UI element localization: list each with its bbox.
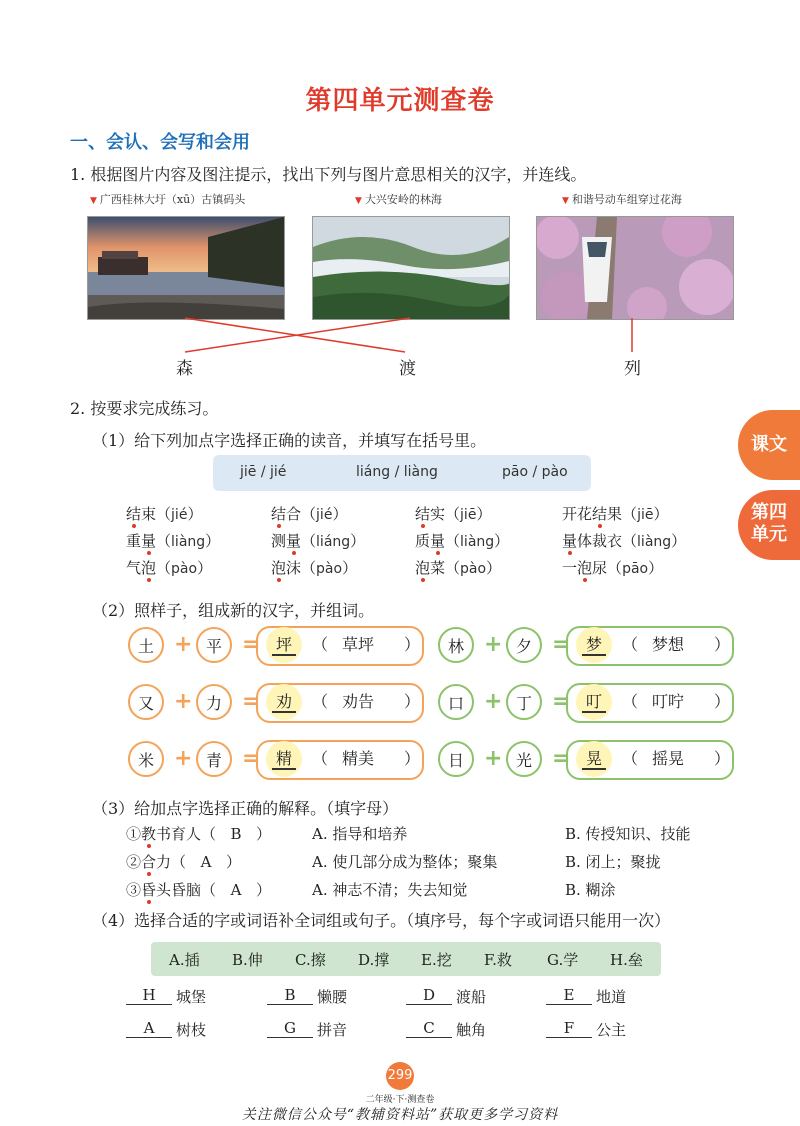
equals-sign: =: [552, 746, 571, 771]
paren-open: （: [301, 505, 317, 523]
word-option: G.学: [547, 951, 579, 969]
paren-close: ）: [714, 635, 731, 654]
equals-sign: =: [552, 689, 571, 714]
side-tab-unit[interactable]: [738, 490, 800, 560]
triangle-icon: ▼: [355, 196, 362, 206]
phrase-rest: 头昏脑（: [156, 881, 217, 899]
compound-word: 摇晃: [652, 749, 685, 768]
word-option: A.插: [169, 951, 200, 969]
pinyin-answer: pào: [316, 561, 343, 577]
fill-blank: G: [267, 1019, 313, 1038]
reading-item: [126, 557, 212, 578]
paren-close: ）: [714, 749, 731, 768]
word-prefix: 重: [126, 532, 142, 550]
meaning-question: [126, 851, 241, 872]
paren-close: ）: [197, 559, 213, 577]
component-b: 平: [196, 627, 232, 663]
paren-open: （: [445, 532, 461, 550]
word-option: D.撑: [358, 951, 390, 969]
new-char: 劝: [272, 692, 296, 713]
dotted-char: 泡: [577, 559, 593, 577]
reading-item: [562, 530, 686, 551]
compound-word: 梦想: [652, 635, 685, 654]
word-option: E.挖: [421, 951, 452, 969]
new-char-answer: [576, 741, 612, 777]
word-suffix: 实: [430, 505, 446, 523]
pinyin-option: liáng / liàng: [356, 464, 438, 480]
fill-blank: C: [406, 1019, 452, 1038]
word-suffix: 沫: [286, 559, 302, 577]
component-b: 夕: [506, 627, 542, 663]
word-option: B.伸: [232, 951, 263, 969]
plus-sign: +: [484, 689, 503, 714]
fill-word: 懒腰: [317, 988, 348, 1006]
word-options-bar: [151, 942, 661, 976]
letter-answer: A: [200, 853, 212, 871]
pinyin-option: pāo / pào: [502, 464, 568, 480]
paren-open: （: [622, 505, 638, 523]
new-char-answer: [266, 627, 302, 663]
paren-open: （: [622, 749, 639, 768]
reading-item: [562, 503, 668, 524]
word-suffix: 体裁衣: [577, 532, 623, 550]
pinyin-answer: liàng: [171, 534, 206, 550]
pinyin-answer: liàng: [637, 534, 672, 550]
reading-item: [126, 503, 202, 524]
footer-grade: 二年级·下·测查卷: [365, 1095, 435, 1105]
paren-open: （: [156, 505, 172, 523]
new-char: 梦: [582, 635, 606, 656]
paren-close: ）: [404, 692, 421, 711]
compound-word: 劝告: [342, 692, 375, 711]
dotted-char: 泡: [141, 559, 157, 577]
fill-blank: F: [546, 1019, 592, 1038]
paren-close: ）: [350, 532, 366, 550]
word-option: F.救: [484, 951, 512, 969]
pinyin-answer: pào: [460, 561, 487, 577]
compound-word: 精美: [342, 749, 375, 768]
component-a: 口: [438, 684, 474, 720]
pinyin-answer: jié: [171, 507, 188, 523]
page-title: 第四单元测查卷: [305, 86, 495, 116]
paren-close: ）: [342, 559, 358, 577]
new-char-answer: [266, 684, 302, 720]
dotted-char: 泡: [415, 559, 431, 577]
dotted-char: 教: [141, 825, 157, 843]
reading-item: [562, 557, 663, 578]
triangle-icon: ▼: [90, 196, 97, 206]
paren-close: ）: [256, 881, 272, 899]
word-option: H.垒: [610, 951, 643, 969]
dotted-char: 结: [271, 505, 287, 523]
option-b: B. 传授知识、技能: [565, 825, 691, 843]
paren-close: ）: [256, 825, 272, 843]
paren-open: （: [622, 532, 638, 550]
option-b: B. 糊涂: [565, 881, 616, 899]
reading-item: [271, 530, 365, 551]
equals-sign: =: [242, 746, 261, 771]
option-a: A. 使几部分成为整体；聚集: [312, 853, 498, 871]
word-suffix: 束: [141, 505, 157, 523]
new-char: 精: [272, 749, 296, 770]
plus-sign: +: [484, 632, 503, 657]
dotted-char: 泡: [271, 559, 287, 577]
fill-word: 触角: [456, 1021, 487, 1039]
word-prefix: 测: [271, 532, 287, 550]
fill-blank: B: [267, 986, 313, 1005]
component-a: 米: [128, 741, 164, 777]
pinyin-answer: jié: [316, 507, 333, 523]
paren-close: ）: [226, 853, 242, 871]
plus-sign: +: [484, 746, 503, 771]
char-sen: 森: [176, 359, 193, 379]
word-prefix: 气: [126, 559, 142, 577]
part-3-prompt: （3）给加点字选择正确的解释。（填字母）: [92, 799, 399, 818]
equals-sign: =: [552, 632, 571, 657]
new-char-answer: [576, 627, 612, 663]
footer-note: 关注微信公众号“教辅资料站”获取更多学习资料: [241, 1107, 559, 1123]
paren-open: （: [156, 532, 172, 550]
dotted-char: 昏: [141, 881, 157, 899]
triangle-icon: ▼: [562, 196, 569, 206]
side-tab-unit-label: 第四单元: [751, 502, 787, 545]
fill-blank: H: [126, 986, 172, 1005]
component-a: 又: [128, 684, 164, 720]
meaning-question: [126, 879, 271, 900]
section-heading: 一、会认、会写和会用: [70, 132, 250, 153]
dotted-char: 结: [415, 505, 431, 523]
option-b: B. 闭上；聚拢: [565, 853, 661, 871]
paren-open: （: [312, 749, 329, 768]
paren-close: ）: [494, 532, 510, 550]
pinyin-answer: liáng: [316, 534, 351, 550]
fill-blank: D: [406, 986, 452, 1005]
paren-close: ）: [404, 749, 421, 768]
reading-item: [271, 557, 357, 578]
fill-word: 渡船: [456, 988, 487, 1006]
question-1-prompt: 1. 根据图片内容及图注提示，找出下列与图片意思相关的汉字，并连线。: [70, 165, 587, 184]
fill-word: 拼音: [317, 1021, 348, 1039]
fill-blank: A: [126, 1019, 172, 1038]
component-b: 光: [506, 741, 542, 777]
caption-1: ▼ 广西桂林大圩（xū）古镇码头: [90, 193, 246, 206]
word-prefix: 一: [562, 559, 578, 577]
reading-item: [415, 557, 501, 578]
meaning-question: [126, 823, 271, 844]
paren-open: （: [312, 635, 329, 654]
reading-item: [415, 530, 509, 551]
paren-open: （: [301, 532, 317, 550]
option-a: A. 神志不清；失去知觉: [312, 881, 468, 899]
paren-open: （: [156, 559, 172, 577]
fill-word: 城堡: [176, 988, 207, 1006]
paren-open: （: [607, 559, 623, 577]
paren-open: （: [312, 692, 329, 711]
item-number: ①: [126, 825, 142, 843]
dotted-char: 量: [562, 532, 578, 550]
question-2-prompt: 2. 按要求完成练习。: [70, 399, 219, 418]
word-suffix: 菜: [430, 559, 446, 577]
new-char-answer: [266, 741, 302, 777]
paren-close: ）: [653, 505, 669, 523]
component-a: 土: [128, 627, 164, 663]
word-prefix: 开花: [562, 505, 593, 523]
char-lie: 列: [624, 359, 641, 379]
dotted-char: 结: [126, 505, 142, 523]
dotted-char: 结: [592, 505, 608, 523]
side-tab-text[interactable]: 课文: [738, 410, 800, 480]
caption-2: ▼ 大兴安岭的林海: [355, 193, 442, 206]
letter-answer: A: [230, 881, 242, 899]
paren-open: （: [301, 559, 317, 577]
fill-word: 地道: [596, 988, 627, 1006]
letter-answer: B: [230, 825, 242, 843]
pinyin-answer: jiē: [460, 507, 477, 523]
component-b: 力: [196, 684, 232, 720]
word-suffix: 合: [286, 505, 302, 523]
paren-close: ）: [714, 692, 731, 711]
equals-sign: =: [242, 689, 261, 714]
component-a: 林: [438, 627, 474, 663]
component-a: 日: [438, 741, 474, 777]
compound-word: 叮咛: [652, 692, 685, 711]
word-suffix: 尿: [592, 559, 608, 577]
char-du: 渡: [399, 359, 416, 379]
reading-item: [271, 503, 347, 524]
new-char: 叮: [582, 692, 606, 713]
fill-word: 树枝: [176, 1021, 207, 1039]
dotted-char: 合: [141, 853, 157, 871]
phrase-rest: 力（: [156, 853, 187, 871]
part-4-prompt: （4）选择合适的字或词语补全词组或句子。（填序号，每个字或词语只能用一次）: [92, 911, 671, 930]
caption-3: ▼ 和谐号动车组穿过花海: [562, 193, 682, 206]
phrase-rest: 书育人（: [156, 825, 217, 843]
pinyin-answer: jiē: [637, 507, 654, 523]
page-number: 299: [386, 1062, 414, 1090]
word-suffix: 果: [607, 505, 623, 523]
paren-close: ）: [671, 532, 687, 550]
fill-blank: E: [546, 986, 592, 1005]
dotted-char: 量: [286, 532, 302, 550]
paren-close: ）: [476, 505, 492, 523]
pinyin-answer: pào: [171, 561, 198, 577]
pinyin-answer: liàng: [460, 534, 495, 550]
paren-close: ）: [332, 505, 348, 523]
paren-open: （: [445, 559, 461, 577]
item-number: ③: [126, 881, 142, 899]
fill-word: 公主: [596, 1021, 627, 1039]
compound-word: 草坪: [342, 635, 375, 654]
paren-close: ）: [187, 505, 203, 523]
paren-close: ）: [404, 635, 421, 654]
reading-item: [415, 503, 491, 524]
paren-open: （: [445, 505, 461, 523]
paren-close: ）: [205, 532, 221, 550]
new-char: 晃: [582, 749, 606, 770]
plus-sign: +: [174, 632, 193, 657]
part-1-prompt: （1）给下列加点字选择正确的读音，并填写在括号里。: [92, 431, 487, 450]
paren-close: ）: [486, 559, 502, 577]
pinyin-answer: pāo: [622, 561, 649, 577]
option-a: A. 指导和培养: [312, 825, 408, 843]
word-prefix: 质: [415, 532, 431, 550]
paren-open: （: [622, 635, 639, 654]
new-char: 坪: [272, 635, 296, 656]
plus-sign: +: [174, 689, 193, 714]
component-b: 青: [196, 741, 232, 777]
pinyin-option: jiē / jié: [240, 464, 287, 480]
connecting-lines: [0, 0, 800, 380]
dotted-char: 量: [141, 532, 157, 550]
plus-sign: +: [174, 746, 193, 771]
paren-open: （: [622, 692, 639, 711]
equals-sign: =: [242, 632, 261, 657]
component-b: 丁: [506, 684, 542, 720]
new-char-answer: [576, 684, 612, 720]
part-2-prompt: （2）照样子，组成新的汉字，并组词。: [92, 601, 375, 620]
dotted-char: 量: [430, 532, 446, 550]
paren-close: ）: [648, 559, 664, 577]
item-number: ②: [126, 853, 142, 871]
word-option: C.擦: [295, 951, 326, 969]
reading-item: [126, 530, 220, 551]
